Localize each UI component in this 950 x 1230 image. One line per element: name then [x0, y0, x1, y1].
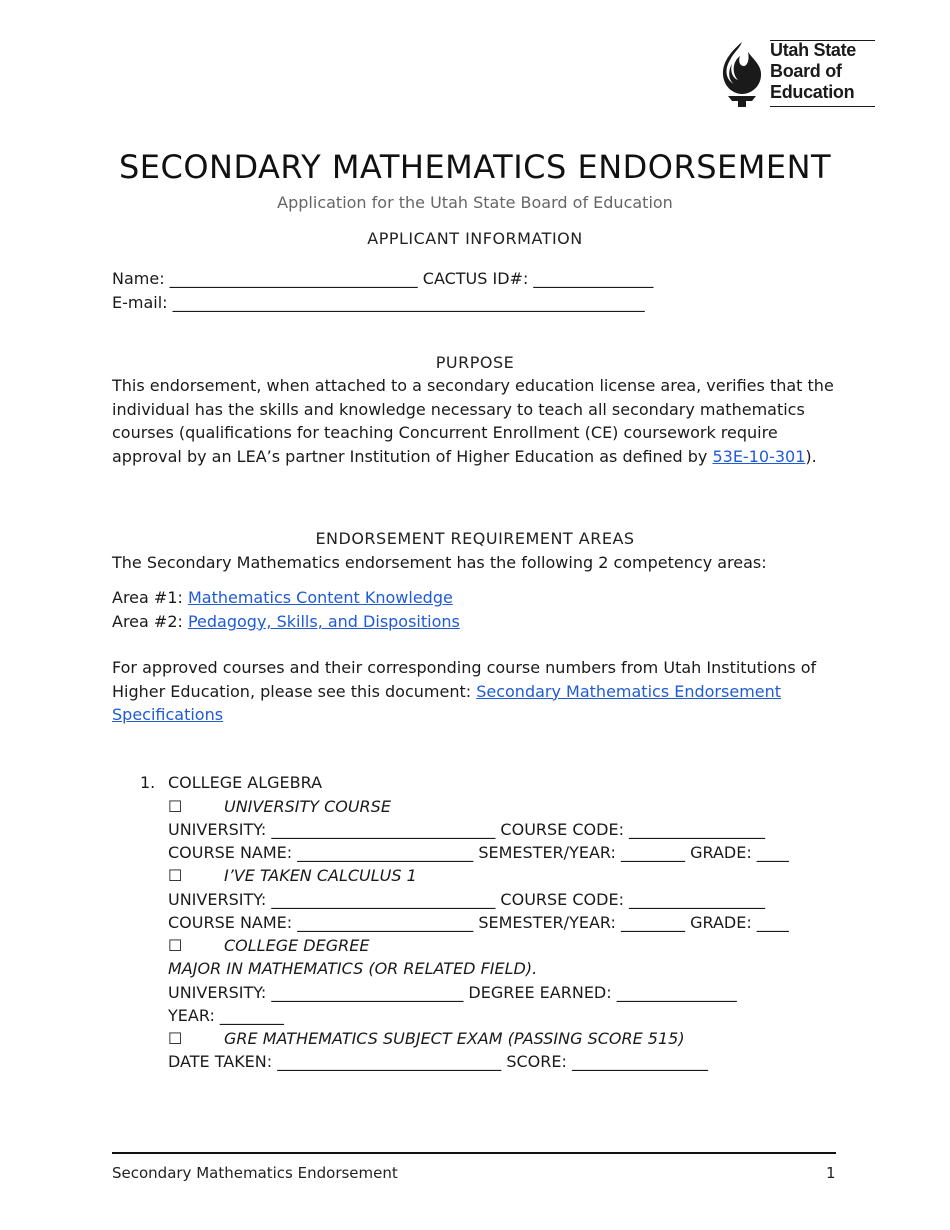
name-cactus-line[interactable]: Name: _______________________________ CACTUS ID#: _______________: [112, 269, 654, 288]
area-1-label: Area #1:: [112, 588, 188, 607]
logo-line-1: Utah State: [770, 40, 857, 60]
statute-link[interactable]: 53E-10-301: [712, 446, 806, 466]
date-score-line[interactable]: DATE TAKEN: ____________________________ SCORE: _________________: [168, 1052, 708, 1071]
area-2-label: Area #2:: [112, 612, 188, 631]
degree-line[interactable]: UNIVERSITY: ________________________ DEGREE EARNED: _______________: [168, 983, 737, 1002]
applicant-heading: APPLICANT INFORMATION: [367, 229, 583, 248]
checkbox-calculus[interactable]: ☐: [168, 866, 183, 885]
university-line-1[interactable]: UNIVERSITY: ____________________________ COURSE CODE: _________________: [168, 820, 766, 839]
item-title: COLLEGE ALGEBRA: [168, 773, 323, 792]
purpose-paragraph: [112, 374, 842, 468]
email-line[interactable]: E-mail: ___________________________________________________________: [112, 293, 645, 312]
university-line-2[interactable]: UNIVERSITY: ____________________________ COURSE CODE: _________________: [168, 890, 766, 909]
course-line-2[interactable]: COURSE NAME: ______________________ SEMESTER/YEAR: ________ GRADE: ____: [168, 913, 789, 932]
checkbox-college-degree[interactable]: ☐: [168, 936, 183, 955]
area-1-link[interactable]: Mathematics Content Knowledge: [187, 588, 453, 607]
checkbox-university-course[interactable]: ☐: [168, 797, 183, 816]
footer-rule: [112, 1152, 836, 1154]
purpose-after: ).: [805, 446, 817, 466]
page-number: 1: [826, 1164, 836, 1182]
logo-rule-bottom: [770, 106, 875, 107]
page-subtitle: Application for the Utah State Board of Education: [277, 193, 673, 212]
requirements-heading: ENDORSEMENT REQUIREMENT AREAS: [315, 529, 635, 548]
page-title: SECONDARY MATHEMATICS ENDORSEMENT: [118, 148, 832, 186]
usbe-logo: [718, 40, 878, 110]
courses-paragraph: [112, 656, 842, 727]
logo-line-3: Education: [770, 82, 855, 102]
footer-title: Secondary Mathematics Endorsement: [112, 1164, 398, 1182]
item-number: 1.: [140, 773, 156, 792]
flame-torch-icon: [718, 40, 766, 108]
area-2-link[interactable]: Pedagogy, Skills, and Dispositions: [187, 612, 460, 631]
option-gre: GRE MATHEMATICS SUBJECT EXAM (PASSING SCORE 515): [224, 1029, 685, 1048]
logo-text: [770, 40, 856, 103]
logo-line-2: Board of: [770, 61, 842, 81]
option-college-degree: COLLEGE DEGREE: [224, 936, 370, 955]
purpose-heading: PURPOSE: [435, 353, 515, 372]
courses-text: For approved courses and their corresponding course numbers from Utah Institutions of Higher Education, please see this document:: [112, 658, 817, 701]
requirements-intro: The Secondary Mathematics endorsement has the following 2 competency areas:: [112, 553, 767, 572]
specifications-link[interactable]: Secondary Mathematics Endorsement Specifications: [112, 681, 782, 724]
purpose-text: This endorsement, when attached to a secondary education license area, verifies that the individual has the skills and knowledge necessary to teach all secondary mathematics courses (qualifications for teaching Concurrent Enrollment (CE) coursework require approval by an LEA’s partner Institution of Higher Education as defined by: [112, 376, 834, 466]
major-note: MAJOR IN MATHEMATICS (OR RELATED FIELD).: [168, 959, 538, 978]
area-2: [112, 612, 460, 631]
option-calculus: I’VE TAKEN CALCULUS 1: [224, 866, 417, 885]
course-line-1[interactable]: COURSE NAME: ______________________ SEMESTER/YEAR: ________ GRADE: ____: [168, 843, 789, 862]
year-line[interactable]: YEAR: ________: [168, 1006, 284, 1025]
checkbox-gre[interactable]: ☐: [168, 1029, 183, 1048]
area-1: [112, 588, 453, 607]
option-university-course: UNIVERSITY COURSE: [224, 797, 391, 816]
